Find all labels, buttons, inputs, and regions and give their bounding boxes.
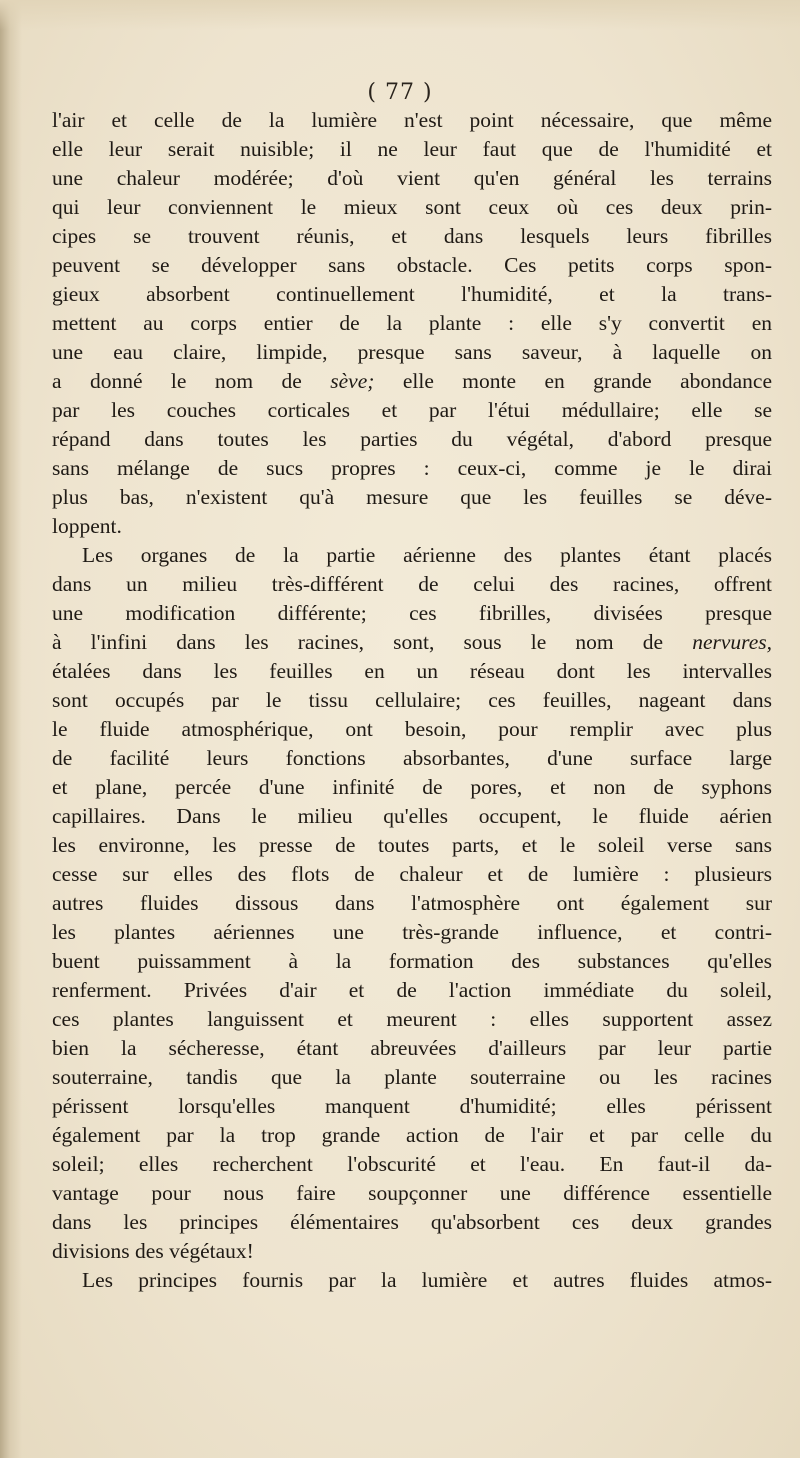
text-line: Les organes de la partie aérienne des plantes étant placés xyxy=(82,543,772,567)
text-line xyxy=(52,628,772,657)
text-segment: elle monte en grande abondance xyxy=(374,369,773,393)
text-line: mettent au corps entier de la plante : elle s'y convertit en xyxy=(52,311,772,335)
italic-term: nervures, xyxy=(692,630,772,654)
text-line: autres fluides dissous dans l'atmosphère ont également sur xyxy=(52,891,772,915)
text-line: une chaleur modérée; d'où vient qu'en général les terrains xyxy=(52,166,772,190)
text-line: buent puissamment à la formation des substances qu'elles xyxy=(52,949,772,973)
text-line: cesse sur elles des flots de chaleur et de lumière : plusieurs xyxy=(52,862,772,886)
text-line: loppent. xyxy=(52,514,122,538)
text-segment: a donné le nom de xyxy=(52,369,331,393)
text-line: répand dans toutes les parties du végétal, d'abord presque xyxy=(52,427,772,451)
text-line: capillaires. Dans le milieu qu'elles occupent, le fluide aérien xyxy=(52,804,772,828)
text-line: étalées dans les feuilles en un réseau dont les intervalles xyxy=(52,659,772,683)
text-line: Les principes fournis par la lumière et autres fluides atmos- xyxy=(82,1268,772,1292)
text-line: sans mélange de sucs propres : ceux-ci, comme je le dirai xyxy=(52,456,772,480)
text-line: sont occupés par le tissu cellulaire; ces feuilles, nageant dans xyxy=(52,688,772,712)
page-number: ( 77 ) xyxy=(367,80,433,105)
text-line: périssent lorsqu'elles manquent d'humidité; elles périssent xyxy=(52,1094,772,1118)
text-segment: à l'infini dans les racines, sont, sous le nom de xyxy=(52,630,693,654)
text-line: qui leur conviennent le mieux sont ceux où ces deux prin- xyxy=(52,195,772,219)
text-line: peuvent se développer sans obstacle. Ces petits corps spon- xyxy=(52,253,772,277)
text-line: une eau claire, limpide, presque sans saveur, à laquelle on xyxy=(52,340,772,364)
text-line: renferment. Privées d'air et de l'action immédiate du soleil, xyxy=(52,978,772,1002)
text-line: le fluide atmosphérique, ont besoin, pour remplir avec plus xyxy=(52,717,772,741)
text-line: elle leur serait nuisible; il ne leur faut que de l'humidité et xyxy=(52,137,772,161)
text-line: cipes se trouvent réunis, et dans lesquels leurs fibrilles xyxy=(52,224,772,248)
text-line: les plantes aériennes une très-grande influence, et contri- xyxy=(52,920,772,944)
text-line: également par la trop grande action de l'air et par celle du xyxy=(52,1123,772,1147)
text-line: souterraine, tandis que la plante souterraine ou les racines xyxy=(52,1065,772,1089)
text-line: et plane, percée d'une infinité de pores, et non de syphons xyxy=(52,775,772,799)
gutter-shadow xyxy=(0,0,22,1458)
text-line: l'air et celle de la lumière n'est point nécessaire, que même xyxy=(52,108,772,132)
text-line: les environne, les presse de toutes parts, et le soleil verse sans xyxy=(52,833,772,857)
text-line xyxy=(52,367,772,396)
text-line: vantage pour nous faire soupçonner une différence essentielle xyxy=(52,1181,772,1205)
text-line: ces plantes languissent et meurent : elles supportent assez xyxy=(52,1007,772,1031)
text-line: de facilité leurs fonctions absorbantes, d'une surface large xyxy=(52,746,772,770)
text-line: divisions des végétaux! xyxy=(52,1239,254,1263)
text-line: soleil; elles recherchent l'obscurité et l'eau. En faut-il da- xyxy=(52,1152,772,1176)
text-line: plus bas, n'existent qu'à mesure que les feuilles se déve- xyxy=(52,485,772,509)
text-line: bien la sécheresse, étant abreuvées d'ailleurs par leur partie xyxy=(52,1036,772,1060)
page-edge-shading xyxy=(0,0,800,30)
text-line: dans un milieu très-différent de celui des racines, offrent xyxy=(52,572,772,596)
body-text xyxy=(52,106,772,1295)
text-line: dans les principes élémentaires qu'absorbent ces deux grandes xyxy=(52,1210,772,1234)
text-line: une modification différente; ces fibrilles, divisées presque xyxy=(52,601,772,625)
text-line: par les couches corticales et par l'étui médullaire; elle se xyxy=(52,398,772,422)
italic-term: sève; xyxy=(330,369,375,393)
text-line: gieux absorbent continuellement l'humidité, et la trans- xyxy=(52,282,772,306)
